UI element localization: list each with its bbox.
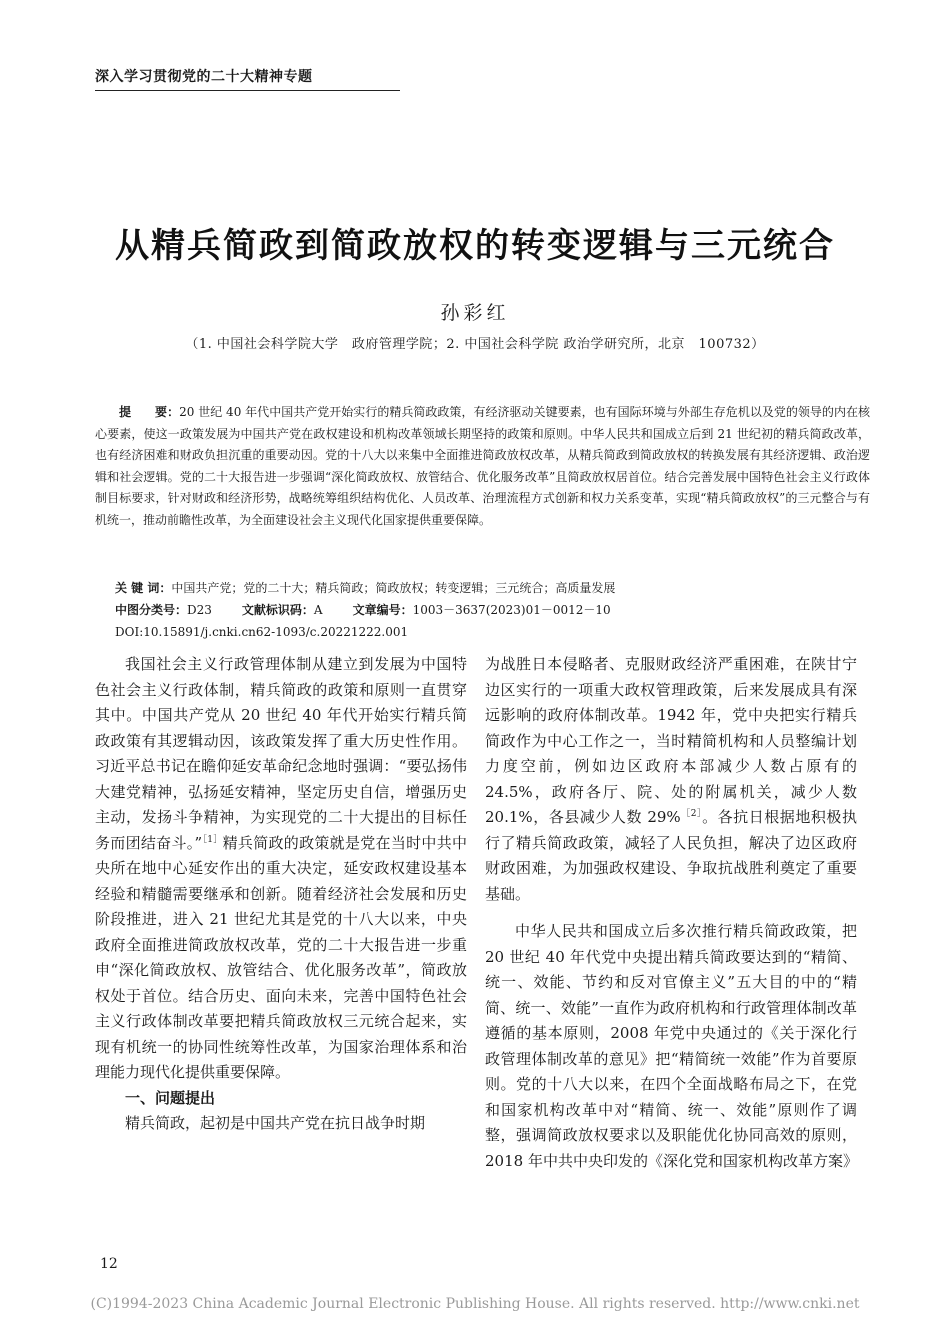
clc-value: D23 [187, 603, 212, 617]
paragraph-gap [485, 907, 857, 919]
body-paragraph: 精兵简政，起初是中国共产党在抗日战争时期 [125, 1114, 426, 1132]
classification-line [115, 600, 875, 620]
body-left-column [95, 652, 467, 1137]
author-name: 孙彩红 [440, 302, 510, 324]
article-title: 从精兵简政到简政放权的转变逻辑与三元统合 [115, 226, 835, 266]
article-number-value: 1003－3637(2023)01－0012－10 [412, 603, 611, 617]
abstract-label: 提 要： [119, 405, 180, 419]
page-number: 12 [100, 1256, 118, 1272]
paragraph-text: 精兵简政的政策就是党在当时中共中央所在地中心延安作出的重大决定，延安政权建设基本经验和精髓需要继承和创新。随着经济社会发展和历史阶段推进，进入 21 世纪尤其是党的十八大以来，中央政府全面推进简政放权改革，党的二十大报告进一步重申“深化简政放权、放管结合、优化服务改革”，简政放权处于首位。结合历史、面向未来，完善中国特色社会主义行政体制改革要把精兵简政放权三元统合起来，实现有机统一的协同性统筹性改革，为国家治理体系和治理能力现代化提供重要保障。 [95, 833, 467, 1081]
keywords-line [115, 578, 875, 598]
doc-code-value: A [313, 603, 323, 617]
doc-code-label: 文献标识码： [241, 603, 314, 617]
abstract-block [95, 402, 870, 531]
clc-label: 中图分类号： [115, 603, 188, 617]
paragraph-text: 我国社会主义行政管理体制从建立到发展为中国特色社会主义行政体制，精兵简政的政策和原则一直贯穿其中。中国共产党从 20 世纪 40 年代开始实行精兵简政政策有其逻辑动因，该政策发挥了重大历史性作用。习近平总书记在瞻仰延安革命纪念地时强调：“要弘扬伟大建党精神，弘扬延安精神，坚定历史自信，增强历史主动，发扬斗争精神，为实现党的二十大提出的目标任务而团结奋斗。” [95, 655, 467, 852]
doi-line[interactable]: DOI:10.15891/j.cnki.cn62-1093/c.20221222.001 [115, 625, 409, 639]
abstract-text: 20 世纪 40 年代中国共产党开始实行的精兵简政政策，有经济驱动关键要素，也有国际环境与外部生存危机以及党的领导的内在核心要素，使这一政策发展为中国共产党在政权建设和机构改革领域长期坚持的政策和原则。中华人民共和国成立后到 21 世纪初的精兵简政改革，也有经济困难和财政负担沉重的重要动因。党的十八大以来集中全面推进简政放权改革，从精兵简政到简政放权的转换发展有其经济逻辑、政治逻辑和社会逻辑。党的二十大报告进一步强调“深化简政放权、放管结合、优化服务改革”且简政放权居首位。结合完善发展中国特色社会主义行政体制目标要求，针对财政和经济形势，战略统筹组织结构优化、人员改革、治理流程方式创新和权力关系变革，实现“精兵简政放权”的三元整合与有机统一，推动前瞻性改革，为全面建设社会主义现代化国家提供重要保障。 [95, 405, 870, 527]
body-paragraph [485, 652, 857, 907]
paragraph-text: 为战胜日本侵略者、克服财政经济严重困难，在陕甘宁边区实行的一项重大政权管理政策，后来发展成具有深远影响的政府体制改革。1942 年，党中央把实行精兵简政作为中心工作之一，当时精简机构和人员整编计划力度空前，例如边区政府本部减少人数占原有的 24.5%，政府各厅、院、处的附属机关，减少人数 20.1%，各县减少人数 29% [485, 655, 857, 826]
keywords-text: 中国共产党；党的二十大；精兵简政；简政放权；转变逻辑；三元统合；高质量发展 [171, 581, 616, 595]
reference-citation[interactable]: ［2］ [680, 809, 703, 819]
copyright-footer: (C)1994-2023 China Academic Journal Electronic Publishing House. All rights reserved. http://www.cnki.net [90, 1296, 860, 1312]
section-heading: 一、问题提出 [125, 1088, 216, 1107]
paragraph-text: 。各抗日根据地积极执行了精兵简政政策，减轻了人民负担，解决了边区政府财政困难，为加强政权建设、争取抗战胜利奠定了重要基础。 [485, 808, 857, 903]
body-right-column [485, 652, 857, 1174]
journal-series-header: 深入学习贯彻党的二十大精神专题 [95, 66, 400, 91]
author-affiliation: （1. 中国社会科学院大学 政府管理学院；2. 中国社会科学院 政治学研究所，北京 100732） [185, 337, 765, 352]
abstract-paragraph [95, 402, 870, 531]
keywords-label: 关 键 词： [115, 581, 172, 595]
reference-citation[interactable]: ［1］ [202, 834, 223, 845]
body-paragraph: 中华人民共和国成立后多次推行精兵简政政策，把 20 世纪 40 年代党中央提出精兵简政要达到的“精简、统一、效能、节约和反对官僚主义”五大目的中的“精简、统一、效能”一直作为政府机构和行政管理体制改革遵循的基本原则，2008 年党中央通过的《关于深化行政管理体制改革的意见》把“精简统一效能”作为首要原则。党的十八大以来，在四个全面战略布局之下，在党和国家机构改革中对“精简、统一、效能”原则作了调整，强调简政放权要求以及职能优化协同高效的原则，2018 年中共中央印发的《深化党和国家机构改革方案》 [485, 922, 858, 1170]
article-number-label: 文章编号： [352, 603, 413, 617]
body-paragraph [95, 652, 467, 1086]
